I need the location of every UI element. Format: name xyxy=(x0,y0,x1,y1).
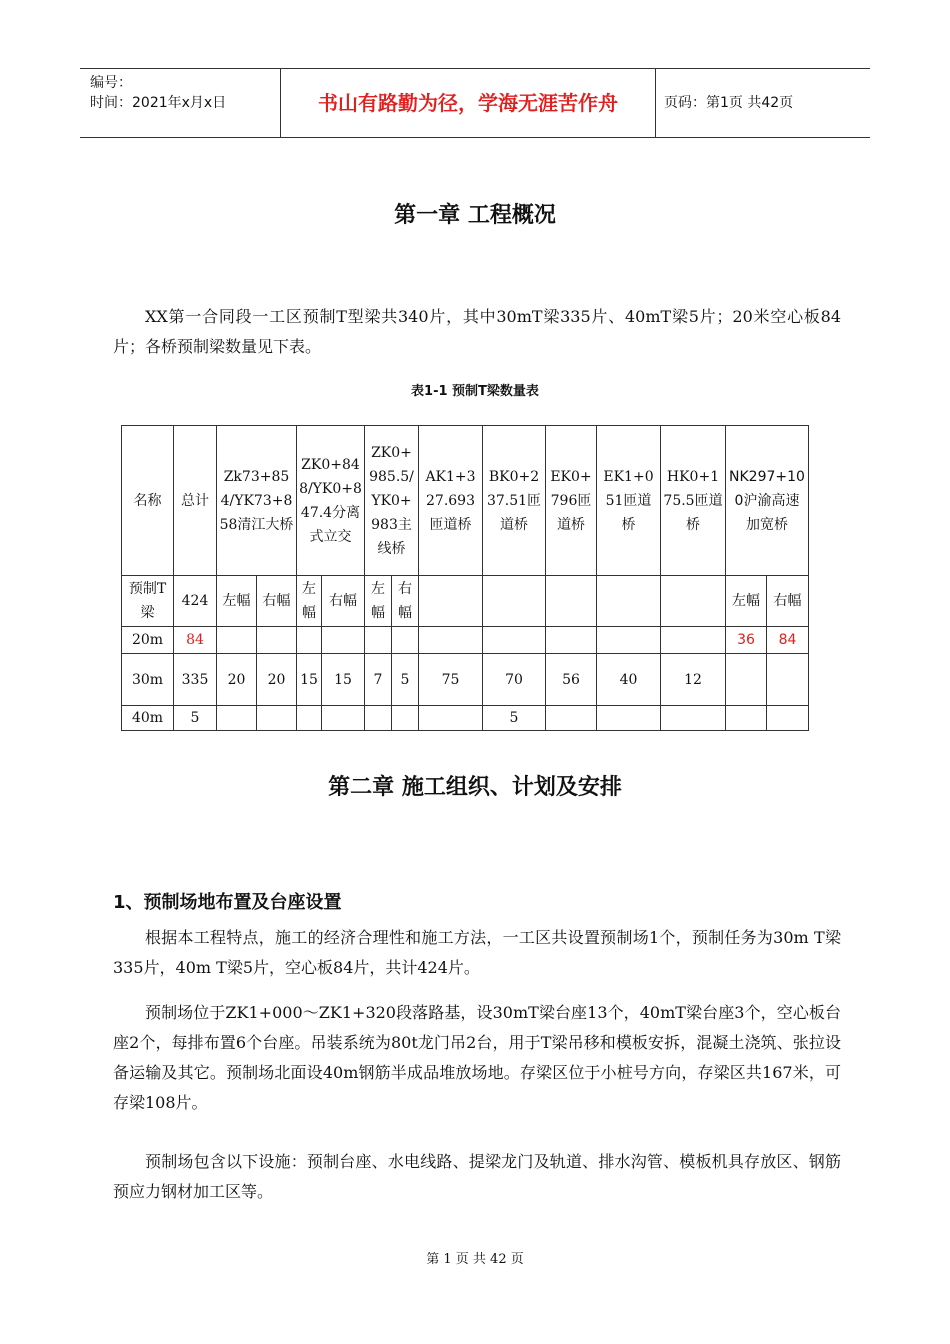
page-header xyxy=(80,68,870,138)
chapter1-intro: XX第一合同段一工区预制T型梁共340片，其中30mT梁335片、40mT梁5片；20米空心板84片；各桥预制梁数量见下表。 xyxy=(113,307,841,356)
header-bridge-8: HK0+175.5匝道桥 xyxy=(661,426,726,576)
table-cell xyxy=(217,706,257,731)
header-total: 总计 xyxy=(174,426,217,576)
row-b8: 12 xyxy=(661,654,726,706)
header-bridge-2: ZK0+848/YK0+847.4分离式立交 xyxy=(297,426,365,576)
motto: 书山有路勤为径，学海无涯苦作舟 xyxy=(280,69,656,137)
row-b5: 70 xyxy=(483,654,546,706)
row-b9-right: 84 xyxy=(767,627,809,654)
table-cell xyxy=(726,706,767,731)
b3-left: 左幅 xyxy=(365,576,392,627)
header-bridge-5: BK0+237.51匝道桥 xyxy=(483,426,546,576)
b1-right: 右幅 xyxy=(257,576,297,627)
row-b3-left: 7 xyxy=(365,654,392,706)
chapter2-title: 第二章 施工组织、计划及安排 xyxy=(328,775,622,800)
table-cell xyxy=(257,627,297,654)
row-name: 40m xyxy=(122,706,174,731)
page-info: 页码：第1页 共42页 xyxy=(664,95,794,111)
row-b9-left: 36 xyxy=(726,627,767,654)
table-cell xyxy=(546,706,597,731)
table-cell xyxy=(546,627,597,654)
table-cell xyxy=(767,706,809,731)
header-bridge-9: NK297+100沪渝高速加宽桥 xyxy=(726,426,809,576)
table-cell xyxy=(546,576,597,627)
table-cell xyxy=(597,576,661,627)
table-cell xyxy=(661,576,726,627)
table-cell xyxy=(217,627,257,654)
table-cell xyxy=(661,627,726,654)
table-row xyxy=(122,706,809,731)
table-cell xyxy=(661,706,726,731)
paragraph-1: 根据本工程特点，施工的经济合理性和施工方法，一工区共设置预制场1个，预制任务为30m T梁335片，40m T梁5片，空心板84片，共计424片。 xyxy=(113,928,841,977)
table-cell xyxy=(483,576,546,627)
table-sub-row xyxy=(122,576,809,627)
table-row xyxy=(122,627,809,654)
table-header-row xyxy=(122,426,809,576)
table-cell xyxy=(483,627,546,654)
row-total: 5 xyxy=(174,706,217,731)
header-bridge-3: ZK0+985.5/YK0+983主线桥 xyxy=(365,426,419,576)
quantity-table xyxy=(121,425,809,731)
table-cell xyxy=(419,627,483,654)
sub-name: 预制T梁 xyxy=(122,576,174,627)
row-total: 84 xyxy=(174,627,217,654)
page-footer: 第 1 页 共 42 页 xyxy=(426,1252,524,1267)
row-name: 30m xyxy=(122,654,174,706)
b3-right: 右幅 xyxy=(392,576,419,627)
b2-left: 左幅 xyxy=(297,576,322,627)
paragraph-3: 预制场包含以下设施：预制台座、水电线路、提梁龙门及轨道、排水沟管、模板机具存放区、钢筋预应力钢材加工区等。 xyxy=(113,1152,841,1201)
header-bridge-4: AK1+327.693匝道桥 xyxy=(419,426,483,576)
row-total: 335 xyxy=(174,654,217,706)
row-name: 20m xyxy=(122,627,174,654)
table-cell xyxy=(297,706,322,731)
table-cell xyxy=(322,627,365,654)
number-label: 编号： xyxy=(90,75,132,91)
table-row xyxy=(122,654,809,706)
table-cell xyxy=(597,627,661,654)
table-cell xyxy=(726,654,767,706)
row-b2-right: 15 xyxy=(322,654,365,706)
table-cell xyxy=(392,706,419,731)
b9-left: 左幅 xyxy=(726,576,767,627)
row-b3-right: 5 xyxy=(392,654,419,706)
row-b1-right: 20 xyxy=(257,654,297,706)
table-cell xyxy=(597,706,661,731)
b1-left: 左幅 xyxy=(217,576,257,627)
header-bridge-1: Zk73+854/YK73+858清江大桥 xyxy=(217,426,297,576)
header-bridge-6: EK0+796匝道桥 xyxy=(546,426,597,576)
header-name: 名称 xyxy=(122,426,174,576)
table-cell xyxy=(419,706,483,731)
table-cell xyxy=(365,627,392,654)
table-cell xyxy=(297,627,322,654)
paragraph-2: 预制场位于ZK1+000～ZK1+320段落路基，设30mT梁台座13个，40mT梁台座3个，空心板台座2个，每排布置6个台座。吊装系统为80t龙门吊2台，用于T梁吊移和模板安拆，混凝土浇筑、张拉设备运输及其它。预制场北面设40m钢筋半成品堆放场地。存梁区位于小桩号方向，存梁区共167米，可存梁108片。 xyxy=(113,1003,841,1112)
table-cell xyxy=(257,706,297,731)
chapter1-title: 第一章 工程概况 xyxy=(394,203,556,228)
table-cell xyxy=(767,654,809,706)
b2-right: 右幅 xyxy=(322,576,365,627)
row-b5: 5 xyxy=(483,706,546,731)
section1-title: 1、预制场地布置及台座设置 xyxy=(113,892,342,913)
row-b1-left: 20 xyxy=(217,654,257,706)
row-b4: 75 xyxy=(419,654,483,706)
sub-total: 424 xyxy=(174,576,217,627)
row-b2-left: 15 xyxy=(297,654,322,706)
header-meta xyxy=(80,69,280,137)
table-cell xyxy=(419,576,483,627)
row-b6: 56 xyxy=(546,654,597,706)
table-caption: 表1-1 预制T梁数量表 xyxy=(411,384,539,399)
date-label: 时间：2021年x月x日 xyxy=(90,95,227,111)
header-bridge-7: EK1+051匝道桥 xyxy=(597,426,661,576)
table-cell xyxy=(322,706,365,731)
table-cell xyxy=(392,627,419,654)
row-b7: 40 xyxy=(597,654,661,706)
table-cell xyxy=(365,706,392,731)
b9-right: 右幅 xyxy=(767,576,809,627)
